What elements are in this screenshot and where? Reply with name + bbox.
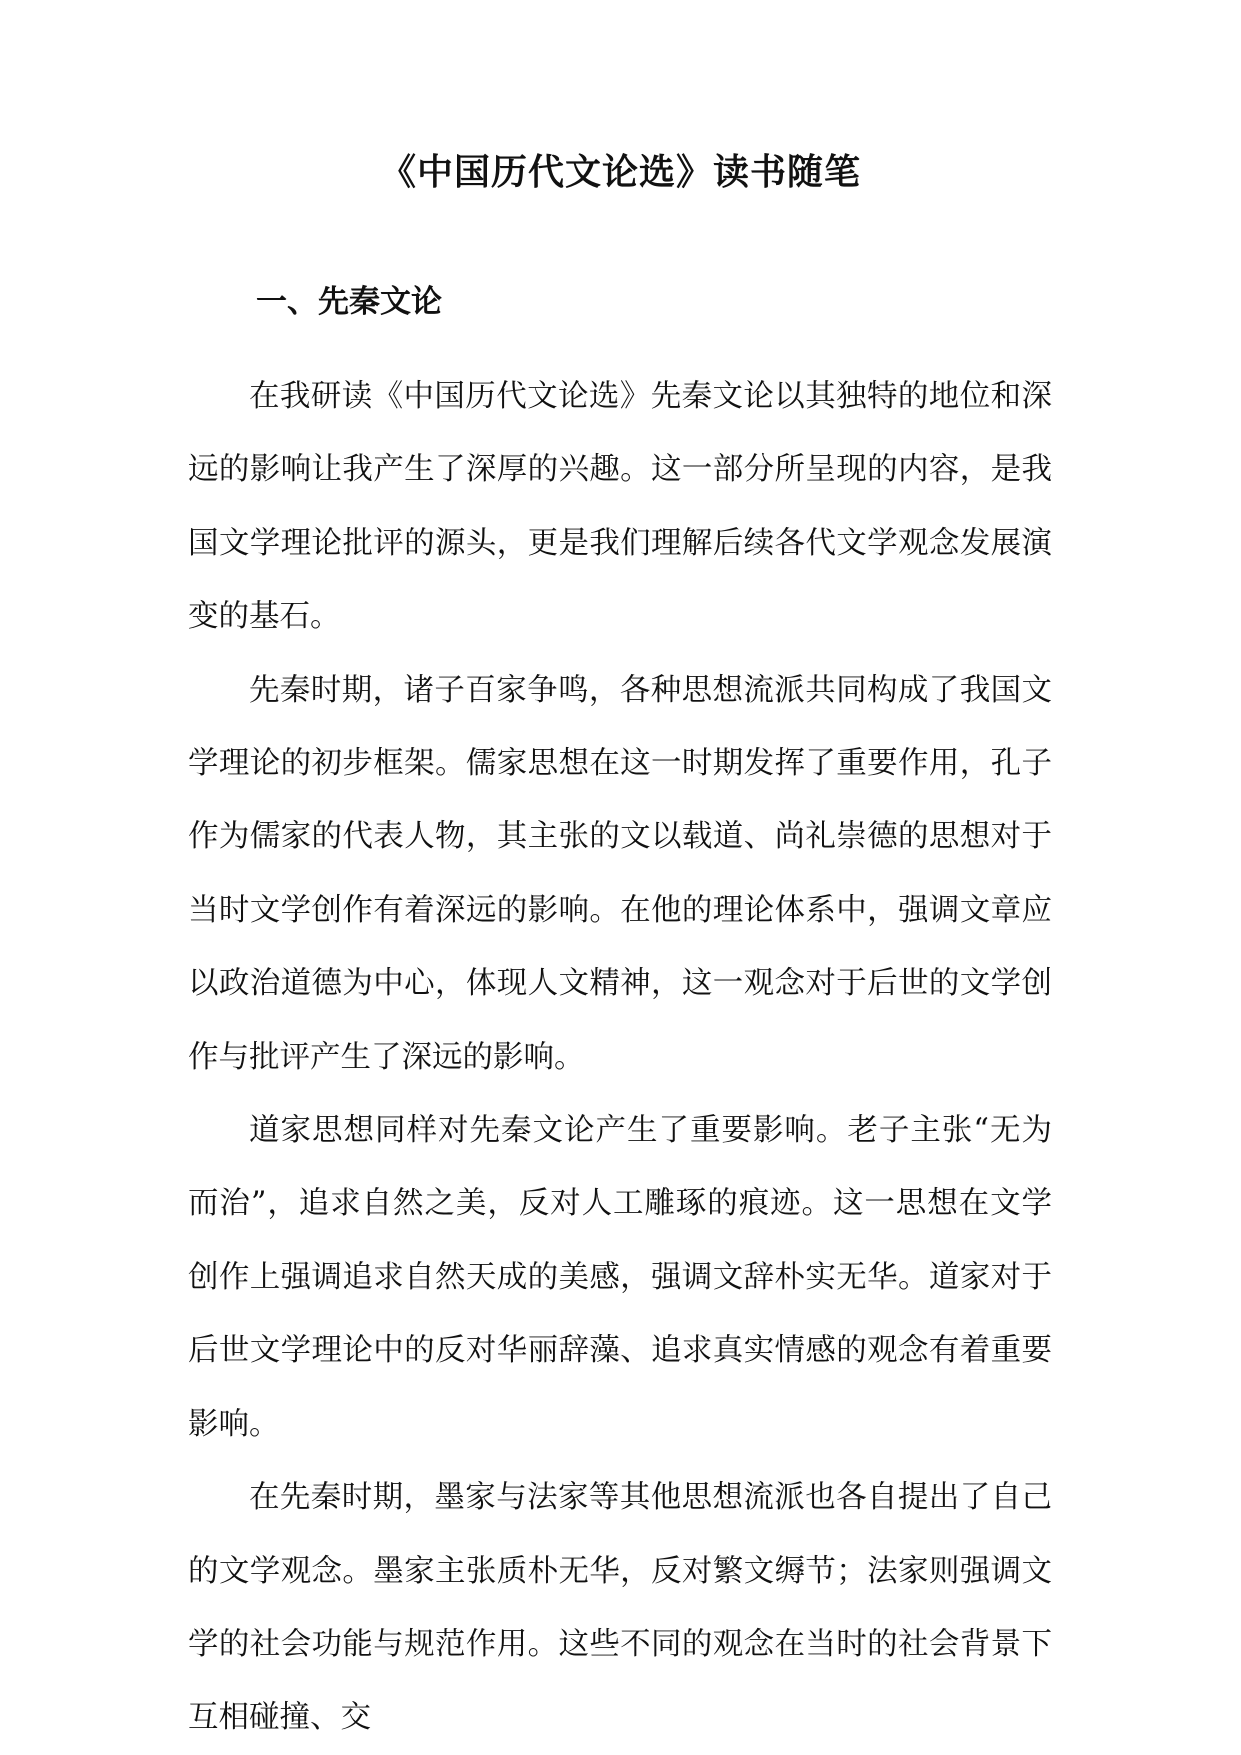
paragraph-4: 在先秦时期，墨家与法家等其他思想流派也各自提出了自己的文学观念。墨家主张质朴无华，反对繁文缛节；法家则强调文学的社会功能与规范作用。这些不同的观念在当时的社会背景下互相碰撞、交 xyxy=(188,1480,1052,1736)
paragraph-2: 先秦时期，诸子百家争鸣，各种思想流派共同构成了我国文学理论的初步框架。儒家思想在这一时期发挥了重要作用，孔子作为儒家的代表人物，其主张的文以载道、尚礼崇德的思想对于当时文学创作有着深远的影响。在他的理论体系中，强调文章应以政治道德为中心，体现人文精神，这一观念对于后世的文学创作与批评产生了深远的影响。 xyxy=(188,672,1052,1075)
paragraph-3: 道家思想同样对先秦文论产生了重要影响。老子主张“无为而治”，追求自然之美，反对人工雕琢的痕迹。这一思想在文学创作上强调追求自然天成的美感，强调文辞朴实无华。道家对于后世文学理论中的反对华丽辞藻、追求真实情感的观念有着重要影响。 xyxy=(188,1113,1052,1442)
body-text xyxy=(188,360,1052,1755)
document-title: 《中国历代文论选》读书随笔 xyxy=(379,152,861,193)
section-heading: 一、先秦文论 xyxy=(256,284,442,320)
paragraph-1: 在我研读《中国历代文论选》先秦文论以其独特的地位和深远的影响让我产生了深厚的兴趣。这一部分所呈现的内容，是我国文学理论批评的源头，更是我们理解后续各代文学观念发展演变的基石。 xyxy=(188,379,1052,635)
